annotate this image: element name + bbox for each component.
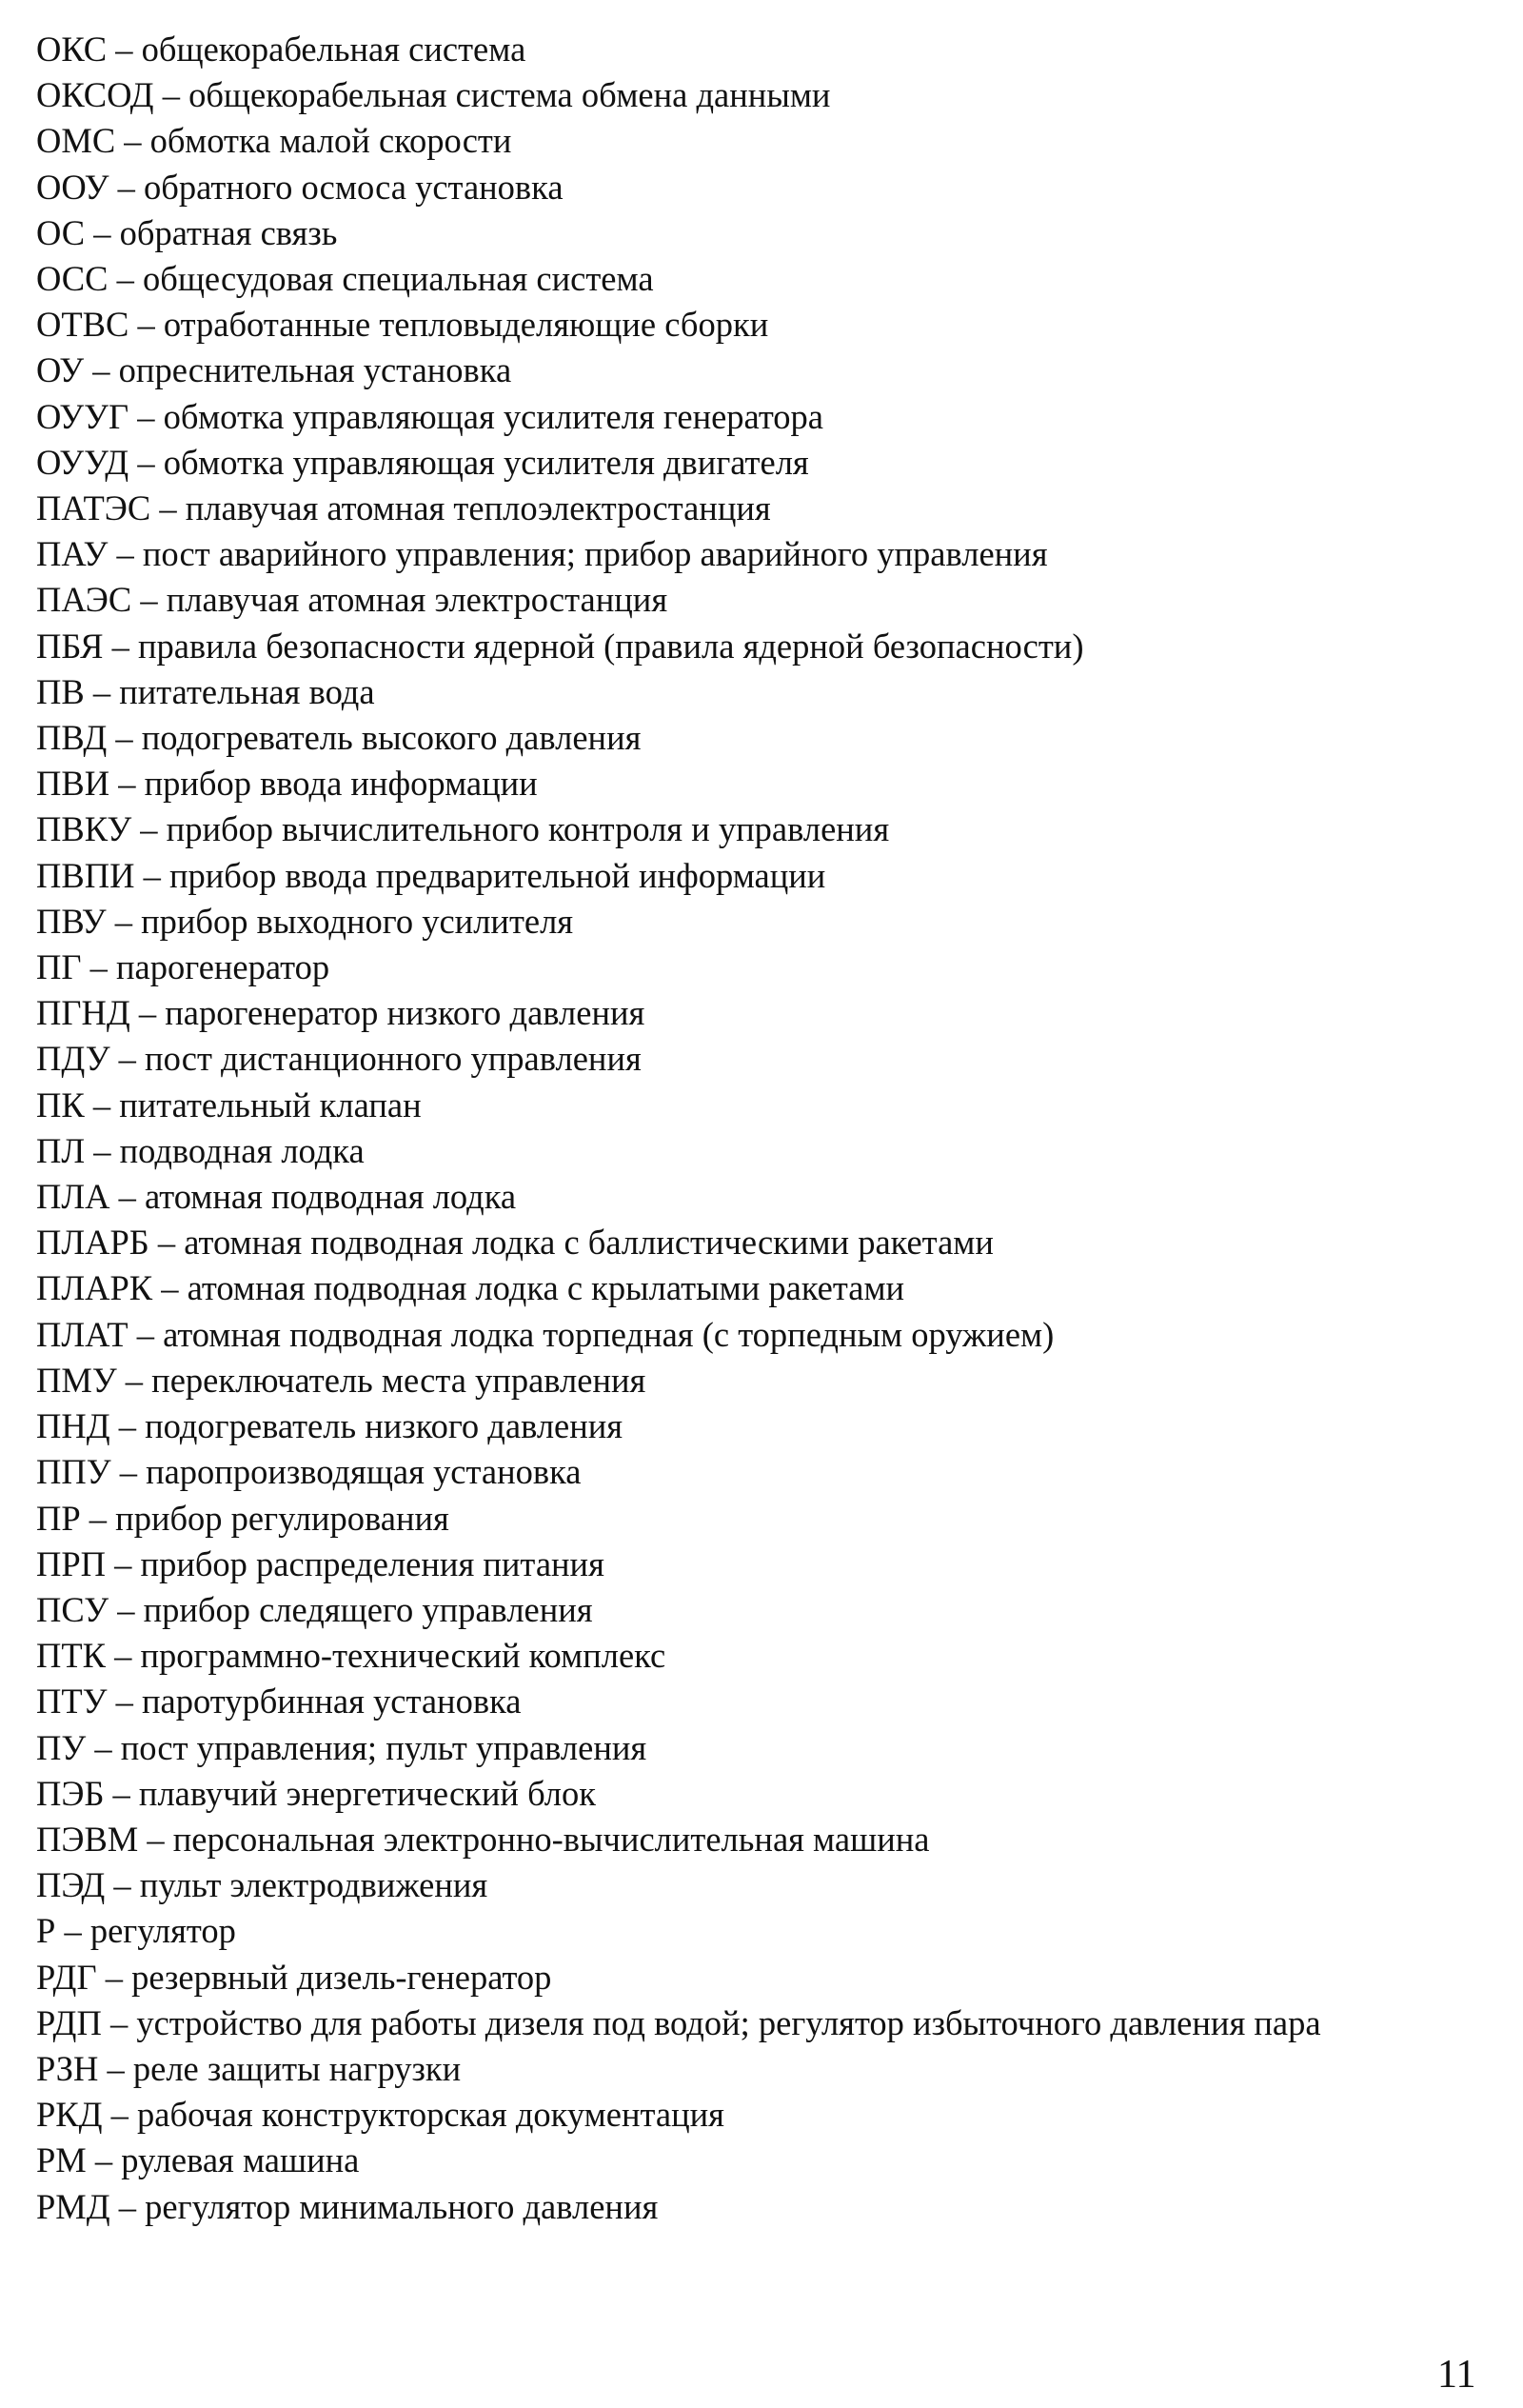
abbreviation-term: ПНД	[36, 1406, 110, 1446]
abbreviation-term: РКД	[36, 2095, 103, 2135]
abbreviation-definition: атомная подводная лодка с крылатыми ракетами	[187, 1268, 905, 1308]
abbreviation-term: ПЭВМ	[36, 1819, 139, 1859]
abbreviation-entry	[36, 1542, 1493, 1587]
abbreviation-term: ПМУ	[36, 1360, 117, 1400]
entry-separator: –	[118, 1406, 136, 1446]
entry-separator: –	[118, 1177, 136, 1217]
abbreviation-definition: обратная связь	[119, 212, 338, 252]
entry-separator: –	[118, 764, 136, 804]
abbreviation-entry	[36, 256, 1493, 302]
abbreviation-definition: рулевая машина	[121, 2140, 360, 2180]
abbreviation-term: РМД	[36, 2186, 110, 2226]
entry-separator: –	[137, 396, 155, 436]
abbreviation-definition: паропроизводящая установка	[146, 1452, 582, 1492]
abbreviation-definition: обмотка управляющая усилителя двигателя	[163, 442, 809, 482]
abbreviation-definition: общекорабельная система	[141, 30, 526, 69]
abbreviation-term: ПГНД	[36, 993, 130, 1033]
abbreviation-term: ОУУГ	[36, 396, 129, 436]
entry-separator: –	[137, 442, 155, 482]
abbreviation-definition: устройство для работы дизеля под водой; регулятор избыточного давления пара	[136, 2002, 1321, 2042]
abbreviation-entry	[36, 1312, 1493, 1358]
abbreviation-definition: подогреватель высокого давления	[141, 718, 642, 758]
abbreviation-definition: общекорабельная система обмена данными	[188, 75, 831, 115]
abbreviation-entry	[36, 1587, 1493, 1633]
abbreviation-term: ПБЯ	[36, 626, 104, 666]
entry-separator: –	[114, 1636, 132, 1676]
abbreviation-entry	[36, 853, 1493, 899]
entry-separator: –	[89, 1498, 108, 1538]
abbreviation-term: ПЛ	[36, 1130, 86, 1170]
abbreviation-term: РДП	[36, 2002, 102, 2042]
abbreviation-term: ПВИ	[36, 764, 110, 804]
entry-separator: –	[107, 2048, 125, 2088]
abbreviation-definition: пост дистанционного управления	[145, 1039, 642, 1079]
abbreviation-term: Р	[36, 1911, 56, 1951]
entry-separator: –	[125, 1360, 144, 1400]
entry-separator: –	[136, 1314, 154, 1354]
abbreviation-term: ПЛАРК	[36, 1268, 153, 1308]
abbreviation-definition: обмотка малой скорости	[149, 121, 512, 161]
abbreviation-entry	[36, 2138, 1493, 2183]
abbreviation-entry	[36, 2046, 1493, 2092]
abbreviation-entry	[36, 945, 1493, 990]
abbreviation-definition: парогенератор низкого давления	[165, 993, 645, 1033]
abbreviation-term: ПТК	[36, 1636, 106, 1676]
abbreviation-term: ОУУД	[36, 442, 129, 482]
abbreviation-definition: программно-технический комплекс	[140, 1636, 666, 1676]
abbreviation-entry	[36, 302, 1493, 348]
abbreviation-term: ПГ	[36, 947, 82, 987]
entry-separator: –	[94, 1727, 112, 1767]
abbreviation-definition: переключатель места управления	[151, 1360, 646, 1400]
abbreviation-definition: пост аварийного управления; прибор аварийного управления	[142, 534, 1048, 574]
abbreviation-definition: правила безопасности ядерной (правила ядерной безопасности)	[137, 626, 1084, 666]
abbreviation-definition: атомная подводная лодка с баллистическими ракетами	[184, 1223, 994, 1263]
abbreviation-definition: общесудовая специальная система	[143, 259, 654, 299]
abbreviation-list	[36, 27, 1493, 2230]
abbreviation-entry	[36, 1265, 1493, 1311]
abbreviation-definition: рабочая конструкторская документация	[137, 2095, 724, 2135]
abbreviation-term: РМ	[36, 2140, 87, 2180]
abbreviation-definition: парогенератор	[115, 947, 330, 987]
entry-separator: –	[89, 947, 108, 987]
entry-separator: –	[143, 855, 161, 895]
entry-separator: –	[118, 2186, 137, 2226]
entry-separator: –	[119, 1452, 137, 1492]
abbreviation-term: ОС	[36, 212, 86, 252]
abbreviation-entry	[36, 1128, 1493, 1174]
abbreviation-term: ПК	[36, 1085, 85, 1124]
entry-separator: –	[112, 1773, 130, 1813]
entry-separator: –	[161, 1268, 179, 1308]
entry-separator: –	[116, 534, 134, 574]
abbreviation-entry	[36, 1771, 1493, 1817]
abbreviation-definition: прибор ввода информации	[144, 764, 538, 804]
entry-separator: –	[115, 1682, 133, 1721]
abbreviation-entry	[36, 1633, 1493, 1679]
abbreviation-definition: регулятор	[89, 1911, 236, 1951]
abbreviation-term: РЗН	[36, 2048, 99, 2088]
abbreviation-definition: паротурбинная установка	[142, 1682, 522, 1721]
abbreviation-entry	[36, 27, 1493, 72]
abbreviation-definition: резервный дизель-генератор	[131, 1957, 552, 1997]
abbreviation-definition: подогреватель низкого давления	[145, 1406, 623, 1446]
entry-separator: –	[147, 1819, 165, 1859]
entry-separator: –	[137, 305, 155, 345]
entry-separator: –	[92, 350, 110, 390]
abbreviation-entry	[36, 165, 1493, 210]
abbreviation-definition: пост управления; пульт управления	[120, 1727, 647, 1767]
abbreviation-entry	[36, 2184, 1493, 2230]
abbreviation-term: ОКС	[36, 30, 108, 69]
abbreviation-entry	[36, 806, 1493, 852]
abbreviation-term: ОУ	[36, 350, 85, 390]
abbreviation-entry	[36, 669, 1493, 715]
abbreviation-entry	[36, 486, 1493, 531]
abbreviation-entry	[36, 1862, 1493, 1908]
abbreviation-entry	[36, 1220, 1493, 1265]
abbreviation-term: ПСУ	[36, 1589, 109, 1629]
entry-separator: –	[114, 1543, 132, 1583]
entry-separator: –	[92, 1085, 111, 1124]
abbreviation-term: ОСС	[36, 259, 109, 299]
abbreviation-entry	[36, 715, 1493, 761]
entry-separator: –	[109, 2002, 129, 2042]
abbreviation-term: ПЛАРБ	[36, 1223, 149, 1263]
entry-separator: –	[117, 1589, 135, 1629]
abbreviation-entry	[36, 761, 1493, 806]
entry-separator: –	[140, 809, 158, 849]
abbreviation-definition: питательный клапан	[119, 1085, 422, 1124]
entry-separator: –	[113, 1865, 131, 1905]
abbreviation-entry	[36, 1358, 1493, 1403]
abbreviation-entry	[36, 210, 1493, 256]
abbreviation-term: ПДУ	[36, 1039, 110, 1079]
abbreviation-definition: отработанные тепловыделяющие сборки	[163, 305, 769, 345]
entry-separator: –	[111, 626, 129, 666]
abbreviation-term: ПВКУ	[36, 809, 132, 849]
abbreviation-term: ОКСОД	[36, 75, 154, 115]
abbreviation-definition: прибор вычислительного контроля и управления	[166, 809, 890, 849]
abbreviation-term: ПРП	[36, 1543, 107, 1583]
abbreviation-term: ПР	[36, 1498, 81, 1538]
abbreviation-definition: плавучая атомная теплоэлектростанция	[185, 488, 771, 528]
abbreviation-entry	[36, 2092, 1493, 2138]
abbreviation-entry	[36, 72, 1493, 118]
abbreviation-term: ПТУ	[36, 1682, 108, 1721]
entry-separator: –	[157, 1223, 176, 1263]
abbreviation-term: ППУ	[36, 1452, 111, 1492]
abbreviation-entry	[36, 2000, 1493, 2046]
abbreviation-definition: прибор регулирования	[115, 1498, 449, 1538]
abbreviation-term: ОМС	[36, 121, 116, 161]
entry-separator: –	[105, 1957, 123, 1997]
abbreviation-definition: прибор распределения питания	[140, 1543, 604, 1583]
entry-separator: –	[138, 993, 157, 1033]
abbreviation-term: ПВД	[36, 718, 108, 758]
abbreviation-definition: прибор выходного усилителя	[141, 901, 574, 941]
abbreviation-entry	[36, 1174, 1493, 1220]
abbreviation-entry	[36, 1817, 1493, 1862]
abbreviation-definition: реле защиты нагрузки	[132, 2048, 462, 2088]
abbreviation-definition: прибор ввода предварительной информации	[168, 855, 826, 895]
abbreviation-entry	[36, 577, 1493, 623]
abbreviation-definition: регулятор минимального давления	[145, 2186, 659, 2226]
abbreviation-definition: прибор следящего управления	[143, 1589, 593, 1629]
entry-separator: –	[94, 2140, 113, 2180]
abbreviation-entry	[36, 1083, 1493, 1128]
abbreviation-term: ПАЭС	[36, 580, 132, 620]
abbreviation-entry	[36, 990, 1493, 1036]
abbreviation-entry	[36, 118, 1493, 164]
abbreviation-entry	[36, 394, 1493, 440]
abbreviation-entry	[36, 1725, 1493, 1771]
abbreviation-definition: подводная лодка	[119, 1130, 365, 1170]
abbreviation-entry	[36, 1955, 1493, 2000]
entry-separator: –	[140, 580, 158, 620]
entry-separator: –	[114, 901, 132, 941]
entry-separator: –	[93, 1130, 111, 1170]
abbreviation-entry	[36, 1449, 1493, 1495]
entry-separator: –	[116, 259, 134, 299]
abbreviation-definition: пульт электродвижения	[139, 1865, 488, 1905]
abbreviation-definition: атомная подводная лодка	[144, 1177, 517, 1217]
abbreviation-entry	[36, 1908, 1493, 1954]
abbreviation-term: ОТВС	[36, 305, 129, 345]
abbreviation-term: ПЭД	[36, 1865, 106, 1905]
abbreviation-term: ПУ	[36, 1727, 87, 1767]
abbreviation-term: ПАУ	[36, 534, 109, 574]
abbreviation-entry	[36, 1403, 1493, 1449]
entry-separator: –	[117, 167, 135, 207]
abbreviation-entry	[36, 348, 1493, 393]
abbreviation-definition: обмотка управляющая усилителя генератора	[163, 396, 823, 436]
entry-separator: –	[159, 488, 177, 528]
entry-separator: –	[110, 2095, 129, 2135]
entry-separator: –	[93, 212, 111, 252]
abbreviation-term: ПЛАТ	[36, 1314, 129, 1354]
entry-separator: –	[115, 718, 133, 758]
page-number: 11	[1437, 2353, 1476, 2397]
entry-separator: –	[64, 1911, 82, 1951]
abbreviation-entry	[36, 1496, 1493, 1542]
abbreviation-definition: персональная электронно-вычислительная машина	[172, 1819, 930, 1859]
abbreviation-entry	[36, 531, 1493, 577]
abbreviation-entry	[36, 1036, 1493, 1082]
abbreviation-definition: плавучая атомная электростанция	[166, 580, 668, 620]
abbreviation-entry	[36, 1679, 1493, 1724]
abbreviation-term: ПАТЭС	[36, 488, 151, 528]
abbreviation-definition: питательная вода	[119, 671, 375, 711]
entry-separator: –	[115, 30, 133, 69]
abbreviation-definition: обратного осмоса установка	[144, 167, 564, 207]
entry-separator: –	[92, 671, 111, 711]
abbreviation-entry	[36, 440, 1493, 486]
abbreviation-term: ПВПИ	[36, 855, 135, 895]
abbreviation-definition: плавучий энергетический блок	[138, 1773, 596, 1813]
abbreviation-entry	[36, 899, 1493, 945]
abbreviation-term: ПЛА	[36, 1177, 110, 1217]
entry-separator: –	[124, 121, 142, 161]
abbreviation-definition: опреснительная установка	[118, 350, 512, 390]
abbreviation-term: ООУ	[36, 167, 109, 207]
abbreviation-term: ПЭБ	[36, 1773, 105, 1813]
abbreviation-term: ПВ	[36, 671, 85, 711]
abbreviation-term: ПВУ	[36, 901, 107, 941]
entry-separator: –	[118, 1039, 136, 1079]
entry-separator: –	[162, 75, 180, 115]
abbreviation-entry	[36, 624, 1493, 669]
abbreviation-definition: атомная подводная лодка торпедная (с торпедным оружием)	[163, 1314, 1055, 1354]
abbreviation-term: РДГ	[36, 1957, 97, 1997]
